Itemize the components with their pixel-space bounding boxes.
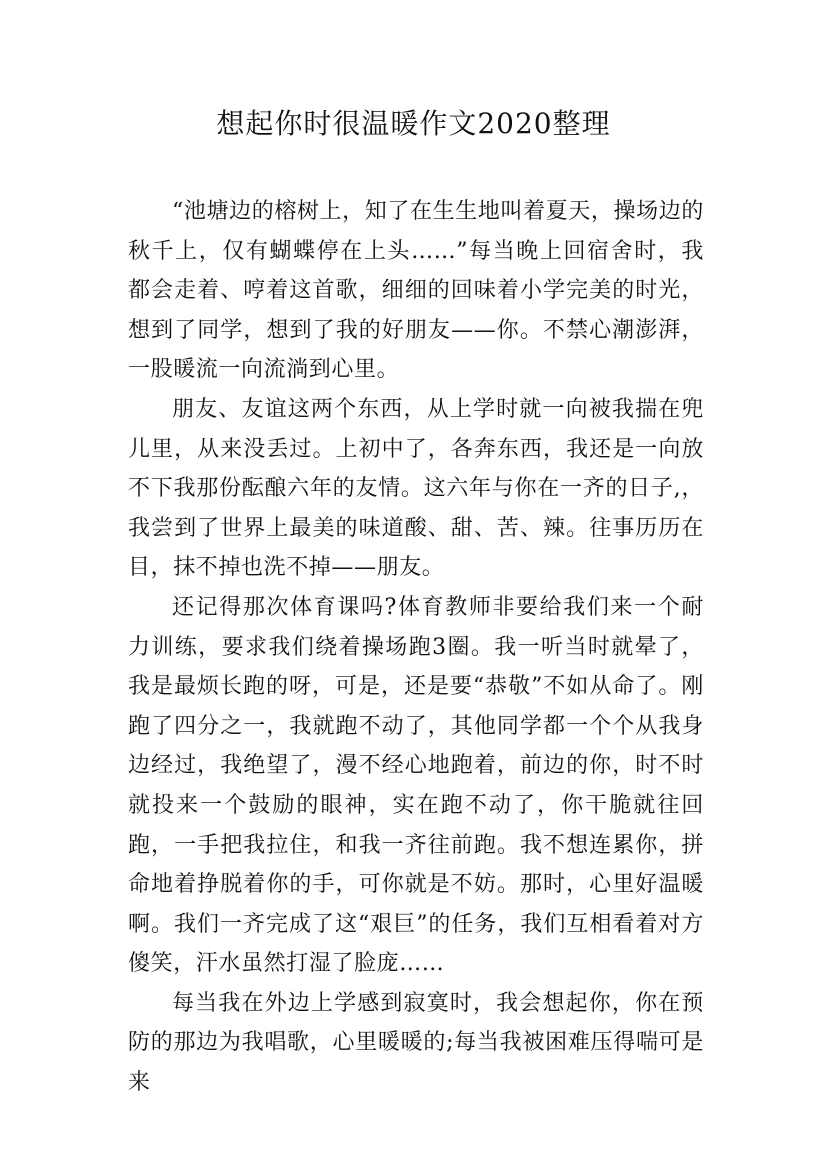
document-body — [128, 192, 704, 1103]
paragraph: 每当我在外边上学感到寂寞时，我会想起你，你在预防的那边为我唱歌，心里暖暖的;每当我被困难压得喘可是来 — [128, 990, 704, 1096]
document-title: 想起你时很温暖作文2020整理 — [216, 107, 611, 140]
paragraph: 朋友、友谊这两个东西，从上学时就一向被我揣在兜儿里，从来没丢过。上初中了，各奔东西，我还是一向放不下我那份酝酿六年的友情。这六年与你在一齐的日子,，我尝到了世界上最美的味道酸、甜、苦、辣。往事历历在目，抹不掉也洗不掉——朋友。 — [128, 396, 704, 581]
paragraph: 还记得那次体育课吗?体育教师非要给我们来一个耐力训练，要求我们绕着操场跑3圈。我一听当时就晕了，我是最烦长跑的呀，可是，还是要“恭敬”不如从命了。刚跑了四分之一，我就跑不动了，其他同学都一个个从我身边经过，我绝望了，漫不经心地跑着，前边的你，时不时就投来一个鼓励的眼神，实在跑不动了，你干脆就往回跑，一手把我拉住，和我一齐往前跑。我不想连累你，拼命地着挣脱着你的手，可你就是不妨。那时，心里好温暖啊。我们一齐完成了这“艰巨”的任务，我们互相看着对方傻笑，汗水虽然打湿了脸庞…… — [128, 594, 704, 977]
paragraph: “池塘边的榕树上，知了在生生地叫着夏天，操场边的秋千上，仅有蝴蝶停在上头……”每当晚上回宿舍时，我都会走着、哼着这首歌，细细的回味着小学完美的时光，想到了同学，想到了我的好朋友——你。不禁心潮澎湃，一股暖流一向流淌到心里。 — [128, 199, 704, 383]
